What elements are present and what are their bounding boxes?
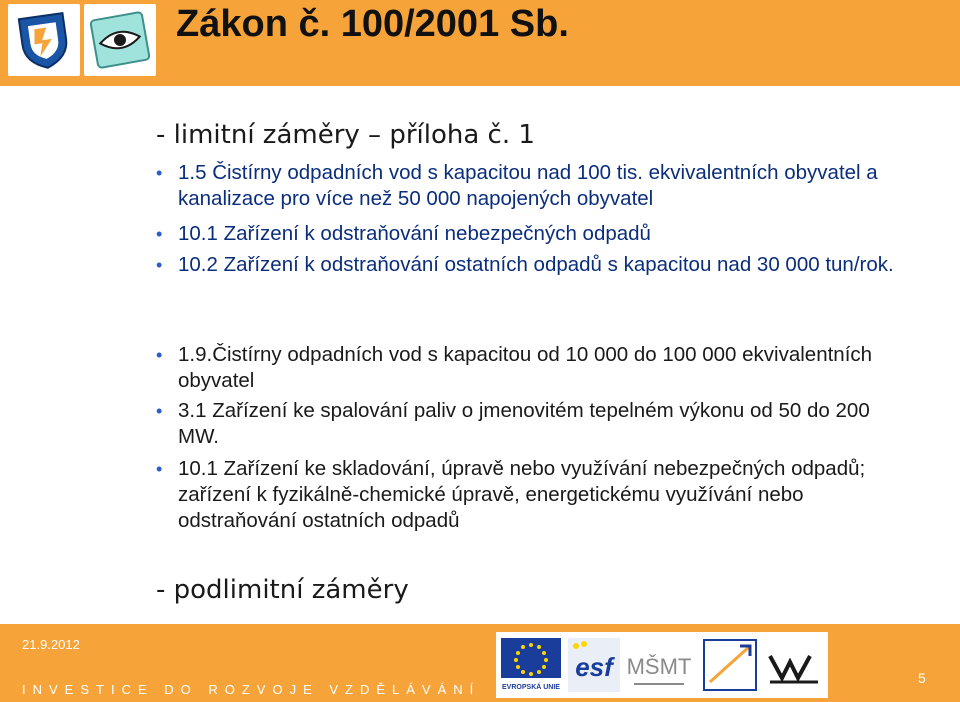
- bullet-icon: •: [156, 345, 163, 365]
- list-item: 1.9.Čistírny odpadních vod s kapacitou od 10 000 do 100 000 ekvivalentních obyvatel: [178, 343, 873, 392]
- msmt-logo-icon: [626, 636, 692, 694]
- bullet-icon: •: [156, 163, 163, 183]
- list-item: 10.1 Zařízení ke skladování, úpravě nebo využívání nebezpečných odpadů; zařízení k fyzikálně-chemické úpravě, energetickému využívání nebo odstraňování ostatních odpadů: [178, 457, 866, 532]
- list-item: 10.1 Zařízení k odstraňování nebezpečných odpadů: [178, 222, 651, 245]
- section-heading-limit: - limitní záměry – příloha č. 1: [156, 120, 535, 150]
- sponsor-logos: [496, 632, 828, 698]
- esf-label: esf: [575, 652, 613, 682]
- bullet-icon: •: [156, 255, 163, 275]
- section-heading-sublimit: - podlimitní záměry: [156, 575, 409, 605]
- list-item: 10.2 Zařízení k odstraňování ostatních odpadů s kapacitou nad 30 000 tun/rok.: [178, 253, 894, 276]
- eu-label: EVROPSKÁ UNIE: [502, 684, 560, 691]
- page-title: Zákon č. 100/2001 Sb.: [176, 3, 569, 45]
- vsb-logo-icon: [764, 636, 824, 694]
- bullet-icon: •: [156, 224, 163, 244]
- eu-flag-icon: [500, 636, 562, 694]
- bullet-icon: •: [156, 459, 163, 479]
- msmt-label: MŠMT: [626, 654, 692, 679]
- list-item: 1.5 Čistírny odpadních vod s kapacitou nad 100 tis. ekvivalentních obyvatel a kanalizace pro více než 50 000 napojených obyvatel: [178, 161, 878, 210]
- bullet-icon: •: [156, 401, 163, 421]
- list-item: 3.1 Zařízení ke spalování paliv o jmenovitém tepelném výkonu od 50 do 200 MW.: [178, 399, 870, 448]
- ipn-logo-icon: [700, 636, 760, 694]
- esf-logo-icon: [566, 636, 622, 694]
- footer-date: 21.9.2012: [22, 637, 80, 652]
- footer-tagline: INVESTICE DO ROZVOJE VZDĚLÁVÁNÍ: [22, 682, 481, 697]
- page-number: 5: [918, 670, 926, 686]
